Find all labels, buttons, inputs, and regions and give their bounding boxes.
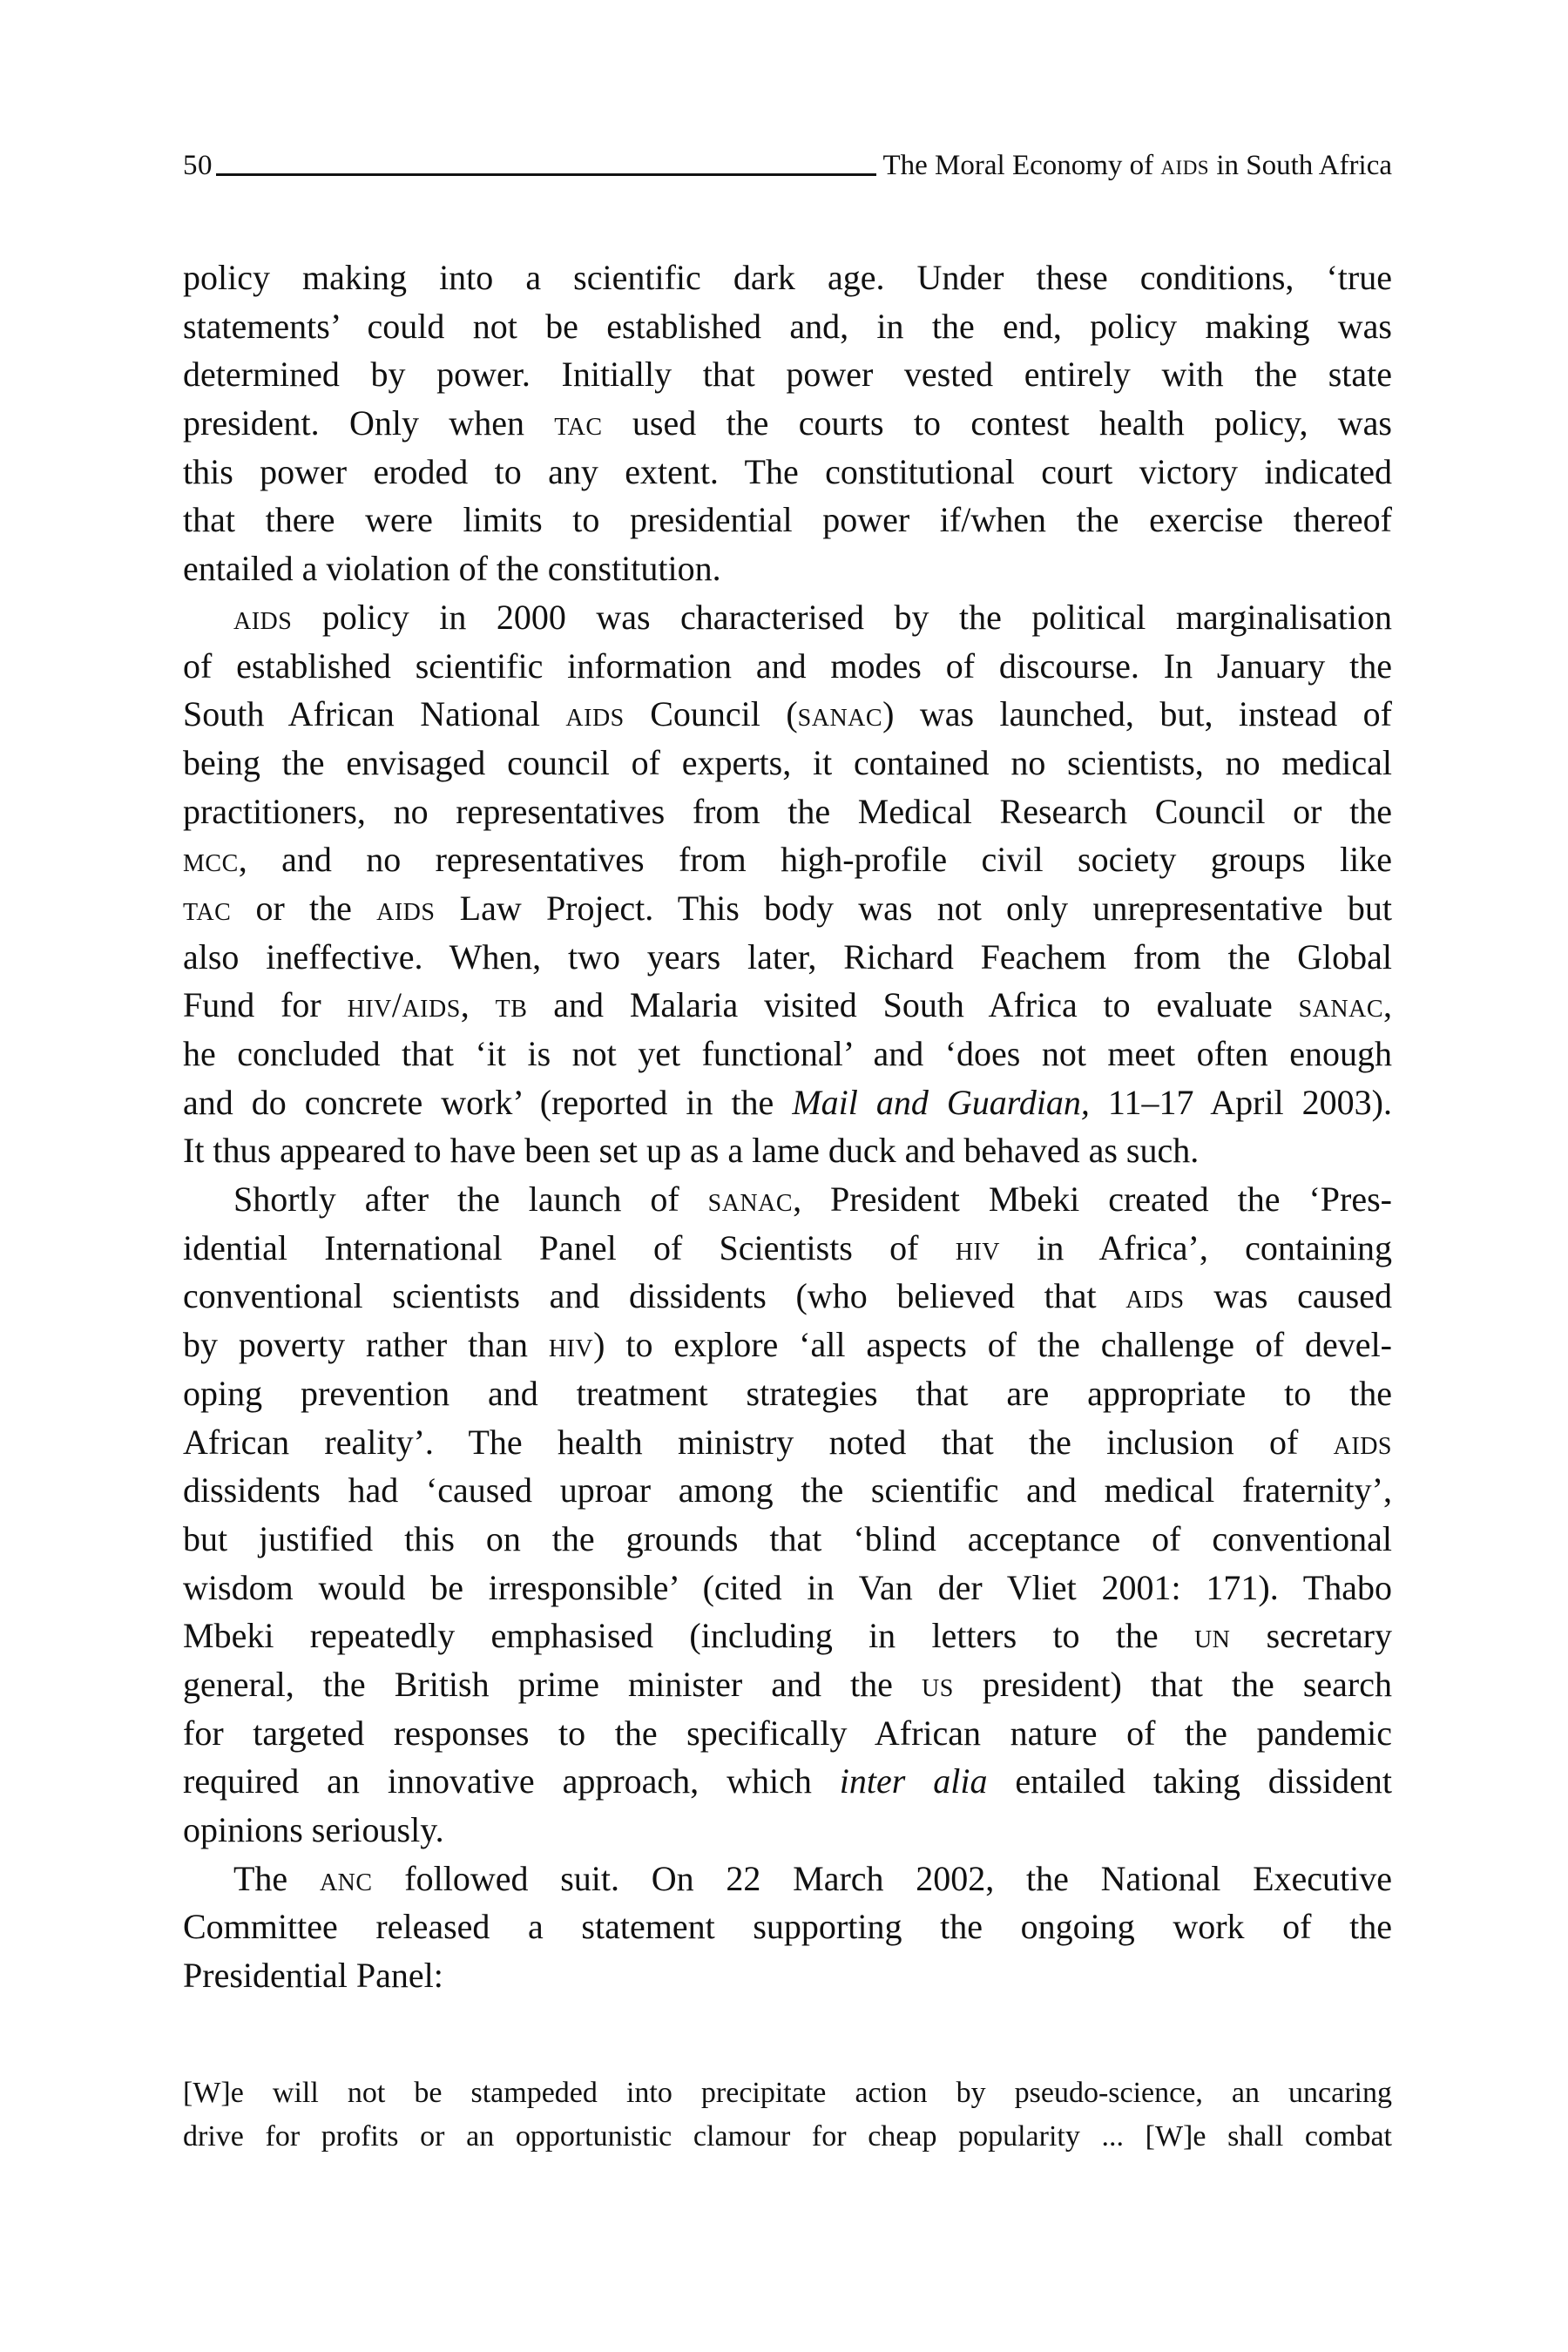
- text-run: of established scientific information and modes of discourse. In January the: [183, 645, 1392, 686]
- text-run: opinions seriously.: [183, 1810, 444, 1849]
- text-run: in Africa’, containing: [999, 1227, 1392, 1267]
- text-line: [183, 690, 1392, 739]
- quote-line: [183, 2115, 1392, 2159]
- text-run: drive for profits or an opportunistic clamour for cheap popularity ... [W]e shall combat: [183, 2120, 1392, 2153]
- text-line: [183, 302, 1392, 351]
- text-run: policy in 2000 was characterised by the political marginalisation: [292, 597, 1392, 637]
- text-run: was caused: [1184, 1276, 1392, 1316]
- text-run: that there were limits to presidential power if/when the exercise thereof: [183, 500, 1392, 540]
- text-line: [183, 350, 1392, 399]
- text-run: Presidential Panel:: [183, 1956, 443, 1996]
- page-number: 50: [183, 150, 213, 181]
- text-run: being the envisaged council of experts, it contained no scientists, no medical: [183, 742, 1392, 782]
- acronym: aids: [565, 694, 625, 734]
- text-run: also ineffective. When, two years later, Richard Feachem from the Global: [183, 936, 1392, 977]
- acronym: tac: [554, 403, 603, 443]
- acronym: aids: [233, 597, 293, 637]
- text-line: [183, 1175, 1392, 1224]
- text-line: [183, 1612, 1392, 1660]
- text-run: oping prevention and treatment strategies that are appropriate to the: [183, 1373, 1392, 1413]
- italic-text: inter alia: [839, 1761, 988, 1801]
- text-line: [183, 1078, 1392, 1127]
- text-run: dissidents had ‘caused uproar among the scientific and medical fraternity’,: [183, 1470, 1392, 1511]
- acronym: sanac: [707, 1179, 794, 1220]
- text-run: ) to explore ‘all aspects of the challenge of devel-: [593, 1325, 1392, 1365]
- text-line: [183, 1855, 1392, 1903]
- text-run: statements’ could not be established and, in the end, policy making was: [183, 306, 1392, 346]
- text-run: entailed a violation of the constitution.: [183, 549, 721, 589]
- text-line: [183, 739, 1392, 787]
- text-line: [183, 253, 1392, 302]
- text-run: African reality’. The health ministry noted that the inclusion of: [183, 1422, 1334, 1462]
- text-run: secretary: [1230, 1616, 1393, 1656]
- text-run: policy making into a scientific dark age. Under these conditions, ‘true: [183, 258, 1392, 297]
- text-line: [183, 884, 1392, 933]
- acronym: anc: [319, 1858, 373, 1898]
- text-run: but justified this on the grounds that ‘blind acceptance of conventional: [183, 1518, 1392, 1558]
- text-run: , President Mbeki created the ‘Pres-: [793, 1179, 1392, 1220]
- acronym: tb: [495, 985, 528, 1025]
- text-run: entailed taking dissident: [987, 1761, 1392, 1801]
- text-run: ,: [460, 985, 496, 1025]
- text-run: Law Project. This body was not only unrepresentative but: [435, 888, 1392, 928]
- text-run: South African National: [183, 694, 566, 734]
- text-line: [183, 1515, 1392, 1564]
- acronym: hiv: [548, 1325, 594, 1365]
- acronym: aids: [376, 888, 436, 928]
- text-line: [183, 1272, 1392, 1321]
- text-line: [183, 1369, 1392, 1418]
- text-run: or the: [231, 888, 377, 928]
- acronym: tac: [183, 888, 232, 928]
- text-line: [183, 1418, 1392, 1467]
- running-title: [883, 148, 1393, 183]
- text-line: [183, 1709, 1392, 1758]
- block-quote: [183, 2072, 1392, 2159]
- text-run: wisdom would be irresponsible’ (cited in Van der Vliet 2001: 171). Thabo: [183, 1567, 1392, 1607]
- text-run: It thus appeared to have been set up as a lame duck and behaved as such.: [183, 1131, 1200, 1171]
- running-title-pre: The Moral Economy of: [882, 150, 1161, 181]
- italic-text: Mail and Guardian,: [792, 1082, 1090, 1122]
- text-run: and Malaria visited South Africa to evaluate: [527, 985, 1299, 1025]
- text-run: practitioners, no representatives from the Medical Research Council or the: [183, 791, 1392, 831]
- acronym: hiv: [955, 1227, 1000, 1267]
- acronym: mcc: [183, 840, 239, 880]
- text-run: idential International Panel of Scientists of: [183, 1227, 956, 1267]
- text-line: [183, 1466, 1392, 1515]
- acronym: aids: [1125, 1276, 1185, 1316]
- acronym: hiv/aids: [347, 985, 461, 1025]
- text-run: ) was launched, but, instead of: [882, 694, 1392, 734]
- text-run: Committee released a statement supporting the ongoing work of the: [183, 1907, 1392, 1947]
- text-run: president) that the search: [953, 1664, 1393, 1704]
- paragraph: [183, 1855, 1392, 2000]
- text-run: this power eroded to any extent. The constitutional court victory indicated: [183, 451, 1392, 491]
- text-line: [183, 399, 1392, 448]
- text-run: determined by power. Initially that power vested entirely with the state: [183, 355, 1392, 395]
- text-run: , and no representatives from high-profile civil society groups like: [238, 840, 1392, 880]
- acronym: aids: [1333, 1422, 1392, 1462]
- acronym: sanac: [1298, 985, 1384, 1025]
- text-run: for targeted responses to the specifically African nature of the pandemic: [183, 1713, 1392, 1753]
- text-run: Mbeki repeatedly emphasised (including in letters to the: [183, 1616, 1194, 1656]
- text-line: [183, 1951, 1392, 2000]
- acronym: sanac: [797, 694, 883, 734]
- text-line: [183, 593, 1392, 642]
- text-run: required an innovative approach, which: [183, 1761, 840, 1801]
- acronym: us: [921, 1664, 954, 1704]
- text-run: followed suit. On 22 March 2002, the National Executive: [372, 1858, 1392, 1898]
- text-run: Fund for: [183, 985, 348, 1025]
- text-line: [183, 642, 1392, 691]
- running-title-post: in South Africa: [1209, 150, 1392, 181]
- text-line: [183, 1564, 1392, 1612]
- text-line: [183, 981, 1392, 1030]
- text-line: [183, 1321, 1392, 1369]
- quote-line: [183, 2072, 1392, 2115]
- text-run: general, the British prime minister and the: [183, 1664, 922, 1704]
- paragraph: [183, 253, 1392, 593]
- text-run: president. Only when: [183, 403, 555, 443]
- header-rule: [216, 173, 876, 176]
- text-line: [183, 835, 1392, 884]
- acronym: un: [1193, 1616, 1231, 1656]
- text-line: [183, 1224, 1392, 1273]
- text-run: Council (: [624, 694, 798, 734]
- text-line: [183, 1903, 1392, 1951]
- text-run: by poverty rather than: [183, 1325, 549, 1365]
- text-line: [183, 544, 1392, 593]
- paragraph: [183, 593, 1392, 1175]
- text-run: used the courts to contest health policy, was: [602, 403, 1392, 443]
- body-text: [183, 253, 1392, 2000]
- text-line: [183, 933, 1392, 982]
- text-line: [183, 1660, 1392, 1709]
- text-run: ,: [1383, 985, 1393, 1025]
- text-run: conventional scientists and dissidents (who believed that: [183, 1276, 1126, 1316]
- text-run: Shortly after the launch of: [233, 1179, 708, 1220]
- text-line: [183, 787, 1392, 836]
- text-line: [183, 1806, 1392, 1855]
- running-header: [183, 148, 1392, 183]
- text-run: [W]e will not be stampeded into precipitate action by pseudo-science, an uncaring: [183, 2077, 1392, 2109]
- text-run: he concluded that ‘it is not yet functional’ and ‘does not meet often enough: [183, 1034, 1392, 1073]
- paragraph: [183, 1175, 1392, 1855]
- text-line: [183, 1030, 1392, 1078]
- running-title-acronym: aids: [1160, 150, 1210, 181]
- text-line: [183, 448, 1392, 497]
- text-line: [183, 1126, 1392, 1175]
- text-run: and do concrete work’ (reported in the: [183, 1082, 793, 1122]
- text-run: 11–17 April 2003).: [1089, 1082, 1392, 1122]
- text-line: [183, 496, 1392, 544]
- text-line: [183, 1757, 1392, 1806]
- text-run: The: [233, 1858, 320, 1898]
